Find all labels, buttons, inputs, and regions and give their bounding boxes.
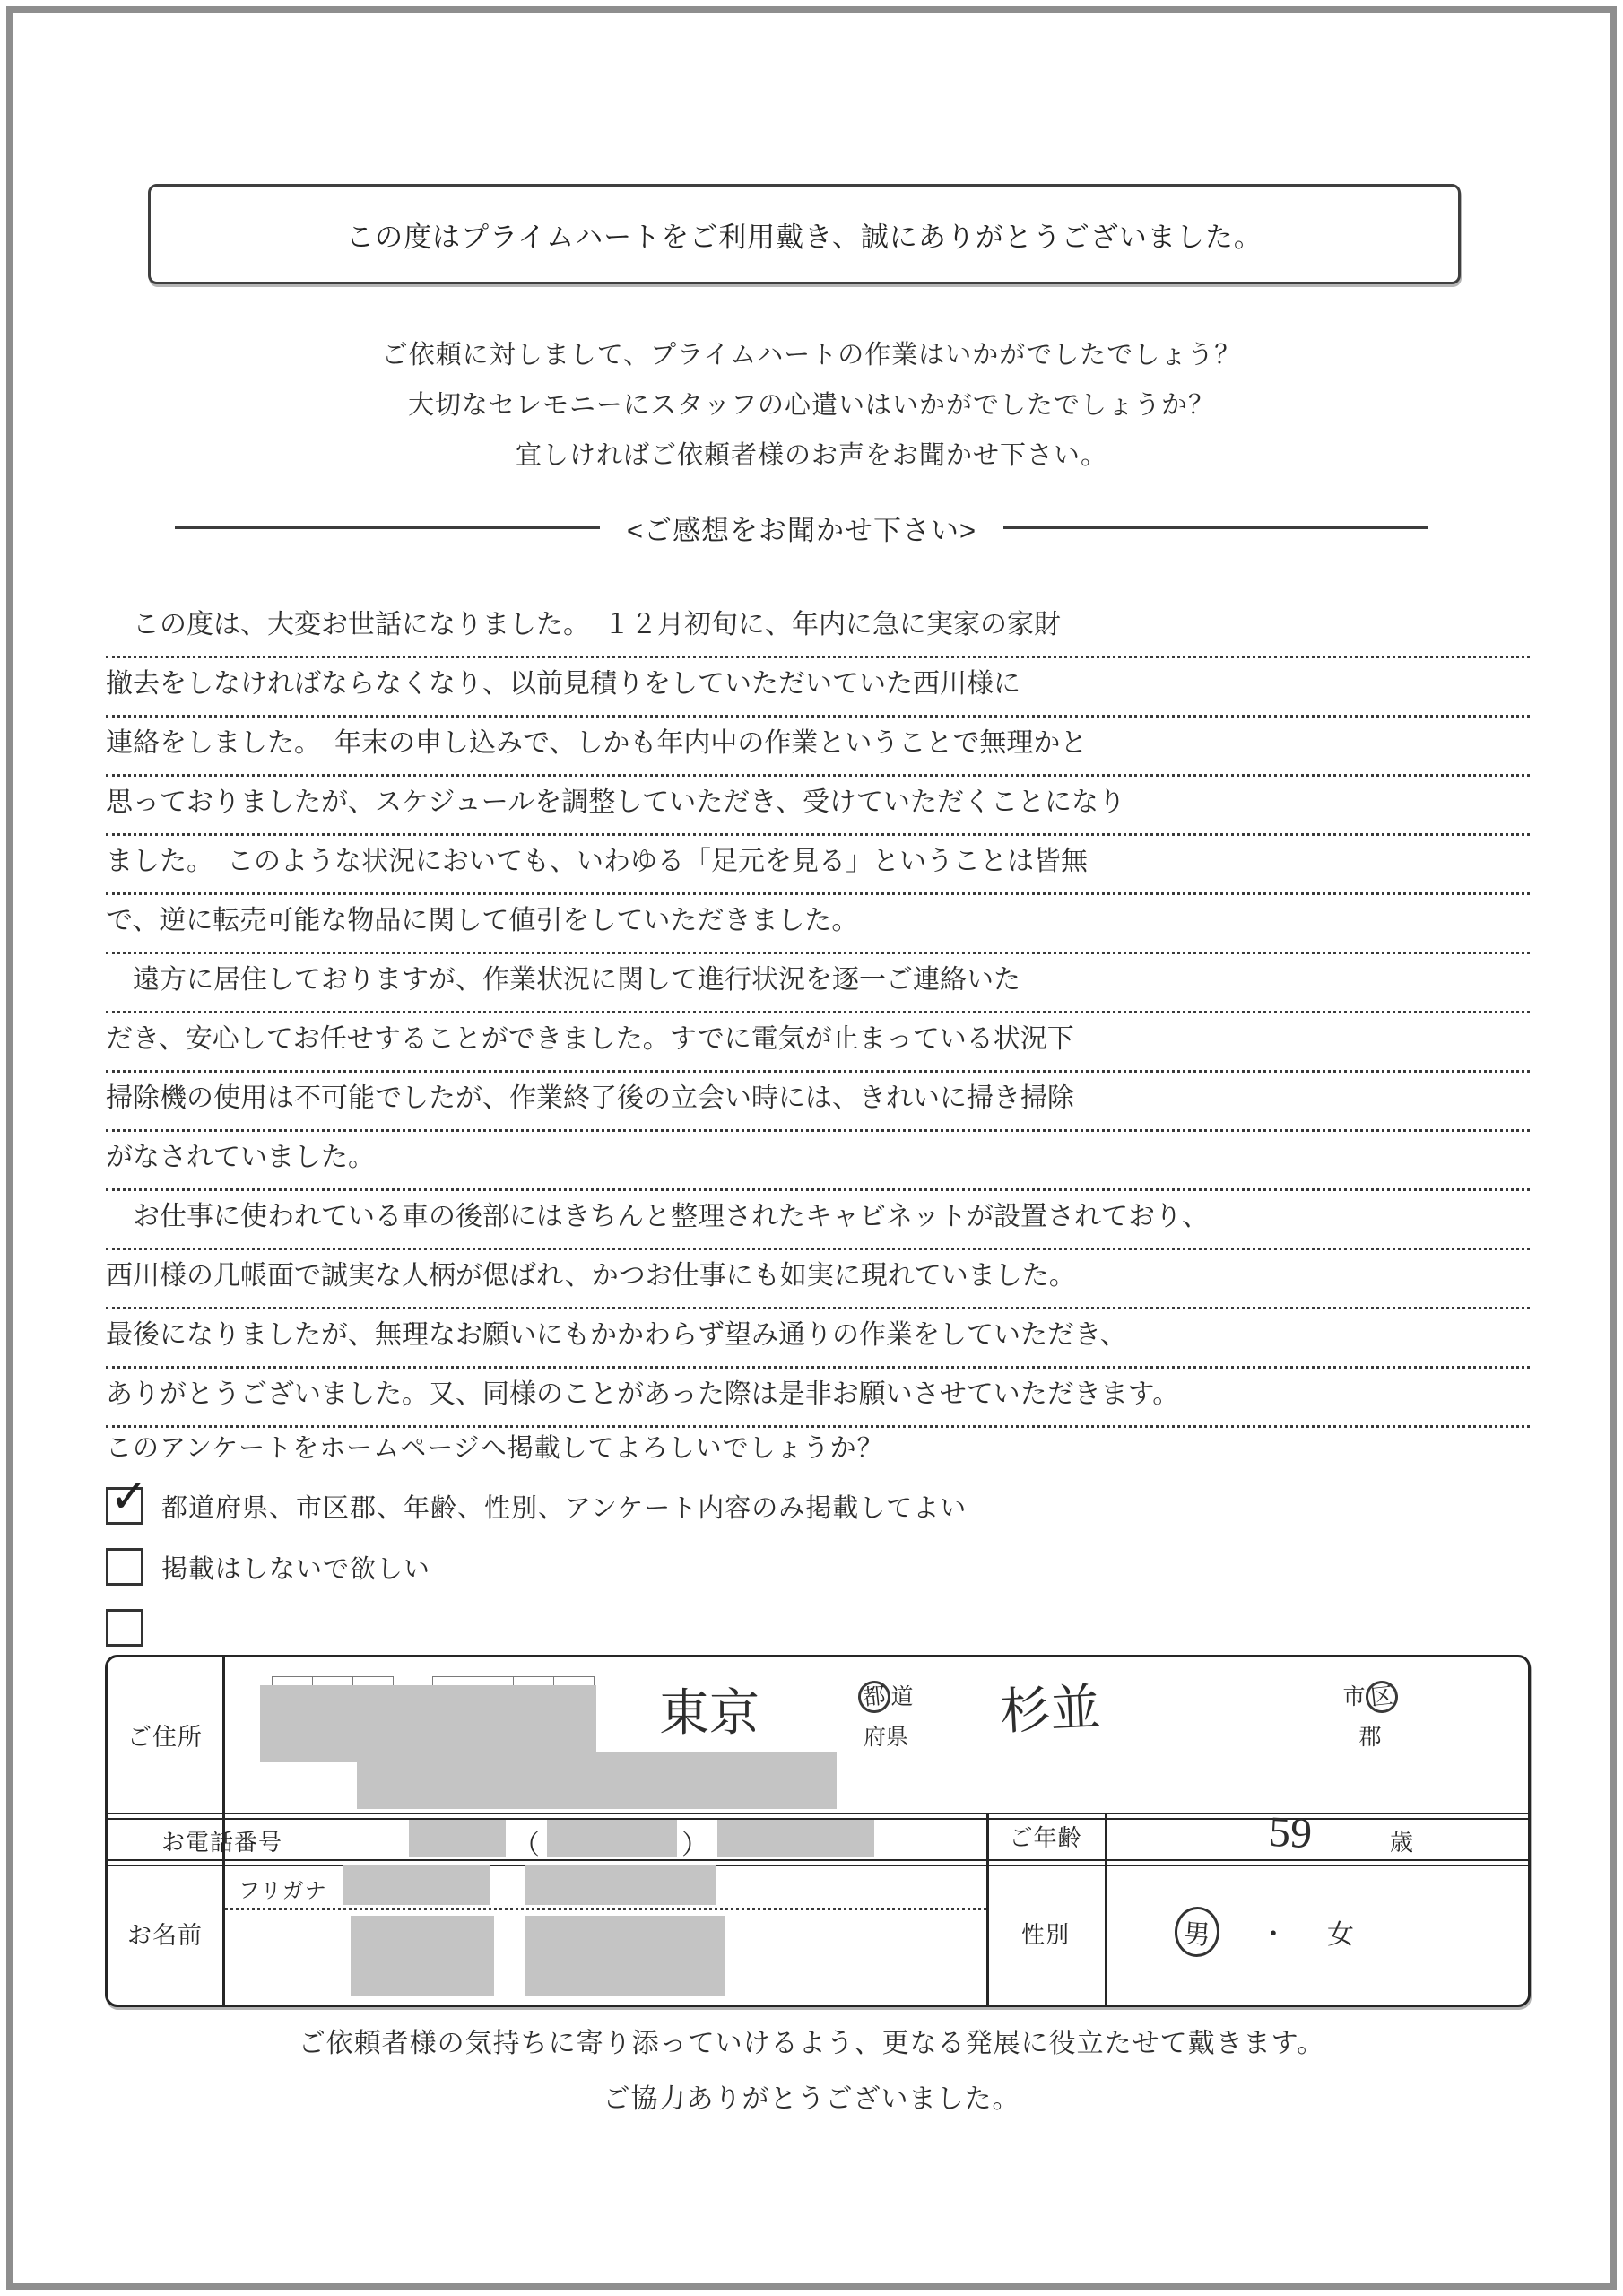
age-unit: 歳 <box>1390 1829 1414 1856</box>
handwritten-checkmark: ✓ <box>109 1472 149 1523</box>
feedback-line: この度は、大変お世話になりました。 １２月初旬に、年内に急に実家の家財 <box>106 599 1530 658</box>
redacted-name-2 <box>525 1916 725 1996</box>
publish-option-label: 都道府県、市区郡、年齢、性別、アンケート内容のみ掲載してよい <box>161 1493 968 1523</box>
feedback-line: で、逆に転売可能な物品に関して値引をしていただきました。 <box>106 895 1530 954</box>
feedback-line: 連絡をしました。 年末の申し込みで、しかも年内中の作業ということで無理かと <box>106 718 1530 777</box>
age-label: ご年齢 <box>1009 1823 1082 1851</box>
personal-info-table <box>105 1655 1531 2007</box>
thanks-header-box <box>148 184 1461 284</box>
feedback-line: 西川様の几帳面で誠実な人柄が偲ばれ、かつお仕事にも如実に現れていました。 <box>106 1250 1530 1309</box>
publish-question: このアンケートをホームページへ掲載してよろしいでしょうか？ <box>106 1434 884 1463</box>
city-marker-bottom: 郡 <box>1358 1725 1382 1750</box>
intro-line-2: 大切なセレモニーにスタッフの心遣いはいかがでしたでしょうか？ <box>407 391 1215 420</box>
heading-rule-right <box>1003 526 1428 529</box>
footer-line-2: ご協力ありがとうございました。 <box>603 2084 1020 2114</box>
redacted-phone-1 <box>409 1820 506 1857</box>
thanks-message: この度はプライムハートをご利用戴き、誠にありがとうございました。 <box>346 221 1263 253</box>
furigana-label: フリガナ <box>239 1879 327 1903</box>
footer-line-1: ご依頼者様の気持ちに寄り添っていけるよう、更なる発展に役立たせて戴きます。 <box>298 2029 1325 2058</box>
gender-label: 性別 <box>1020 1921 1070 1948</box>
feedback-line: 思っておりましたが、スケジュールを調整していただき、受けていただくことになり <box>106 777 1530 836</box>
phone-row-top-divider <box>108 1813 1528 1820</box>
checkbox-no-publish[interactable] <box>106 1548 143 1586</box>
prefecture-marker-bottom: 府県 <box>863 1725 908 1750</box>
name-row-top-divider <box>108 1859 1528 1866</box>
phone-label: お電話番号 <box>161 1829 283 1856</box>
address-row-label: ご住所 <box>127 1724 203 1751</box>
feedback-line: 遠方に居住しておりますが、作業状況に関して進行状況を逐一ご連絡いた <box>106 954 1530 1013</box>
checkbox-allow-partial[interactable] <box>106 1472 149 1525</box>
redacted-phone-3 <box>717 1820 874 1857</box>
feedback-line: 撤去をしなければならなくなり、以前見積りをしていただいていた西川様に <box>106 658 1530 718</box>
circled-to: 都 <box>857 1679 893 1715</box>
feedback-section-heading <box>175 508 1428 548</box>
gender-separator: ・ <box>1260 1920 1287 1950</box>
gender-female: 女 <box>1327 1920 1354 1950</box>
feedback-section-title: <ご感想をお聞かせ下さい> <box>626 515 977 546</box>
publish-consent-section <box>106 1428 967 1648</box>
publish-option-no-publish <box>106 1547 967 1587</box>
heading-rule-left <box>175 526 600 529</box>
redacted-furigana-2 <box>525 1866 716 1905</box>
feedback-line: お仕事に使われている車の後部にはきちんと整理されたキャビネットが設置されており、 <box>106 1191 1530 1250</box>
gender-options <box>1175 1907 1354 1957</box>
footer-text <box>0 2016 1623 2127</box>
feedback-line: ありがとうございました。又、同様のことがあった際は是非お願いさせていただきます。 <box>106 1369 1530 1428</box>
phone-paren-open: （ <box>513 1831 540 1860</box>
attribute-value-divider <box>1105 1813 1107 2005</box>
feedback-line: ました。 このような状況においても、いわゆる「足元を見る」ということは皆無 <box>106 836 1530 895</box>
circled-male-selected: 男 <box>1173 1905 1221 1958</box>
intro-text <box>0 330 1623 481</box>
redacted-furigana-1 <box>343 1866 490 1905</box>
prefecture-marker <box>850 1681 922 1752</box>
redacted-phone-2 <box>547 1820 677 1857</box>
prefecture-handwritten-value: 東京 <box>659 1686 759 1742</box>
city-handwritten-value: 杉並 <box>998 1680 1102 1741</box>
redacted-street-address <box>357 1752 837 1809</box>
circled-ku: 区 <box>1364 1679 1400 1715</box>
handwritten-feedback-area <box>106 599 1530 1428</box>
feedback-line: だき、安心してお任せすることができました。すでに電気が止まっている状況下 <box>106 1013 1530 1073</box>
redacted-name-1 <box>351 1916 494 1996</box>
furigana-dotted-divider <box>225 1908 986 1910</box>
intro-line-1: ご依頼に対しまして、プライムハートの作業はいかがでしたでしょう？ <box>381 341 1242 370</box>
publish-option-label: 掲載はしないで欲しい <box>161 1554 431 1584</box>
intro-line-3: 宜しければご依頼者様のお声をお聞かせ下さい。 <box>515 441 1107 470</box>
feedback-line: がなされていました。 <box>106 1132 1530 1191</box>
city-marker-top: 市 区 <box>1334 1681 1406 1713</box>
phone-paren-close: ） <box>681 1831 708 1860</box>
feedback-line: 最後になりましたが、無理なお願いにもかかわらず望み通りの作業をしていただき、 <box>106 1309 1530 1369</box>
age-handwritten-value: 59 <box>1267 1807 1314 1858</box>
city-marker <box>1334 1681 1406 1752</box>
publish-option-allow-partial <box>106 1472 968 1526</box>
feedback-line: 掃除機の使用は不可能でしたが、作業終了後の立会い時には、きれいに掃き掃除 <box>106 1073 1530 1132</box>
prefecture-marker-top: 都 道 <box>850 1681 922 1713</box>
publish-option-empty <box>106 1608 967 1648</box>
checkbox-empty[interactable] <box>106 1609 143 1647</box>
name-row-label: お名前 <box>127 1922 203 1949</box>
